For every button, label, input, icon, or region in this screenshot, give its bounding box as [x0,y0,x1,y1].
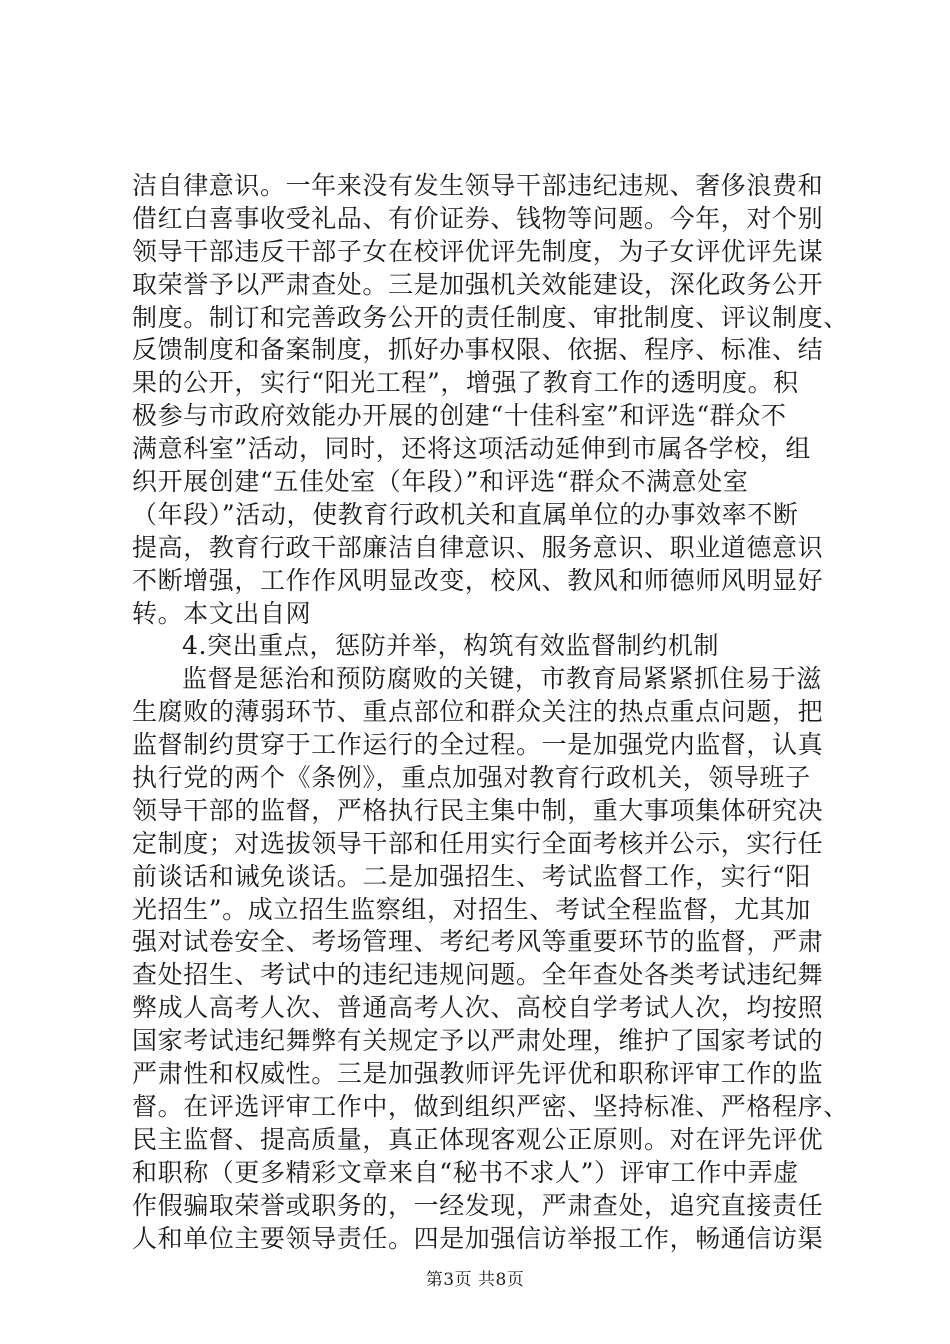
text-line: 转。本文出自网 [132,598,312,628]
text-line: 生腐败的薄弱环节、重点部位和群众关注的热点重点问题，把 [132,697,824,727]
text-line: 极参与市政府效能办开展的创建“十佳科室”和评选“群众不 [132,401,787,431]
text-line: 领导干部的监督，严格执行民主集中制，重大事项集体研究决 [132,795,824,825]
text-line: 人和单位主要领导责任。四是加强信访举报工作，畅通信访渠 [132,1223,824,1253]
text-line: 借红白喜事收受礼品、有价证券、钱物等问题。今年，对个别 [132,203,824,233]
text-line: 督。在评选评审工作中，做到组织严密、坚持标准、严格程序、 [132,1091,849,1121]
page-number-footer: 第3页 共8页 [425,1270,525,1290]
text-line: 提高，教育行政干部廉洁自律意识、服务意识、职业道德意识 [132,532,824,562]
text-line: 取荣誉予以严肃查处。三是加强机关效能建设，深化政务公开 [132,269,824,299]
section-heading: 4.突出重点，惩防并举，构筑有效监督制约机制 [182,631,720,661]
text-line: 光招生”。成立招生监察组，对招生、考试全程监督，尤其加 [132,894,811,924]
paragraph-continuation [132,170,849,630]
text-line: 监督是惩治和预防腐败的关键，市教育局紧紧抓住易于滋 [182,664,823,694]
text-line: 查处招生、考试中的违纪违规问题。全年查处各类考试违纪舞 [132,960,824,990]
text-line: 弊成人高考人次、普通高考人次、高校自学考试人次，均按照 [132,993,824,1023]
text-line: 作假骗取荣誉或职务的，一经发现，严肃查处，追究直接责任 [132,1190,824,1220]
text-line: 满意科室”活动，同时，还将这项活动延伸到市属各学校，组 [132,434,811,464]
text-line: 国家考试违纪舞弊有关规定予以严肃处理，维护了国家考试的 [132,1026,824,1056]
text-line: 强对试卷安全、考场管理、考纪考风等重要环节的监督，严肃 [132,927,824,957]
text-line: 领导干部违反干部子女在校评优评先制度，为子女评优评先谋 [132,236,824,266]
text-line: 定制度；对选拔领导干部和任用实行全面考核并公示，实行任 [132,828,824,858]
text-line: 和职称（更多精彩文章来自“秘书不求人”）评审工作中弄虚 [132,1157,799,1187]
text-line: 制度。制订和完善政务公开的责任制度、审批制度、评议制度、 [132,302,849,332]
text-line: 不断增强，工作作风明显改变，校风、教风和师德师风明显好 [132,565,824,595]
text-line: 民主监督、提高质量，真正体现客观公正原则。对在评先评优 [132,1124,824,1154]
text-line: （年段）”活动，使教育行政机关和直属单位的办事效率不断 [132,499,799,529]
text-line: 洁自律意识。一年来没有发生领导干部违纪违规、奢侈浪费和 [132,171,824,200]
text-line: 执行党的两个《条例》，重点加强对教育行政机关，领导班子 [132,763,811,793]
body-text [132,170,849,1255]
paragraph-supervision [132,663,849,1255]
text-line: 监督制约贯穿于工作运行的全过程。一是加强党内监督，认真 [132,730,824,760]
text-line: 前谈话和诫免谈话。二是加强招生、考试监督工作，实行“阳 [132,861,811,891]
text-line: 织开展创建“五佳处室（年段）”和评选“群众不满意处室 [132,467,749,497]
text-line: 严肃性和权威性。三是加强教师评先评优和职称评审工作的监 [132,1059,824,1089]
text-line: 果的公开，实行“阳光工程”，增强了教育工作的透明度。积 [132,368,799,398]
text-line: 反馈制度和备案制度，抓好办事权限、依据、程序、标准、结 [132,335,824,365]
